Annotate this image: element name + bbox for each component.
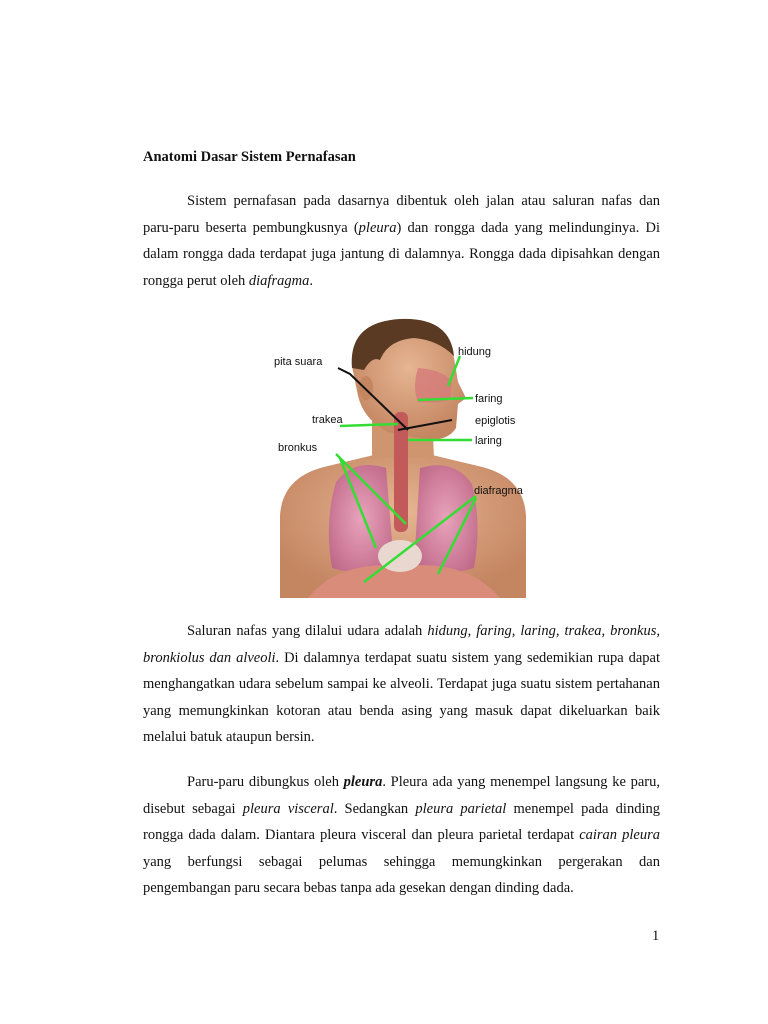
anatomy-illustration	[268, 316, 538, 598]
emphasized-term: hidung, faring, laring, trakea, bronkus, bronkiolus dan alveoli	[143, 623, 660, 666]
text-run: .	[309, 272, 313, 289]
label-bronkus: bronkus	[278, 442, 318, 454]
label-diafragma: diafragma	[474, 485, 523, 497]
label-epiglotis: epiglotis	[475, 415, 516, 427]
emphasized-term: pleura	[343, 774, 383, 790]
emphasized-term: pleura visceral	[242, 800, 334, 817]
text-run: Saluran nafas yang dilalui udara adalah	[187, 623, 428, 639]
label-pita-suara: pita suara	[274, 356, 323, 368]
respiratory-anatomy-figure	[268, 316, 538, 598]
ear-shape	[359, 376, 373, 400]
label-trakea: trakea	[312, 414, 343, 426]
text-run: menempel pada dinding rongga dada dalam. Diantara pleura visceral dan pleura parietal terdapat	[143, 800, 660, 843]
text-run: . Di dalamnya terdapat suatu sistem yang sedemikian rupa dapat menghangatkan udara sebelum sampai ke alveoli. Terdapat juga suatu sistem pertahanan yang memungkinkan kotoran atau benda asing yang masuk dapat dikeluarkan baik melalui batuk ataupun bersin.	[143, 649, 660, 745]
paragraph-1	[143, 188, 660, 294]
text-run: ) dan rongga dada yang melindunginya. Di dalam rongga dada terdapat juga jantung di dalamnya. Rongga dada dipisahkan dengan rongga perut oleh	[143, 219, 660, 289]
text-run: Paru-paru dibungkus oleh	[187, 774, 344, 790]
document-title: Anatomi Dasar Sistem Pernafasan	[143, 149, 356, 165]
emphasized-term: cairan pleura	[579, 827, 660, 843]
emphasized-term: pleura parietal	[415, 800, 507, 817]
label-hidung: hidung	[458, 346, 492, 358]
text-run: . Pleura ada yang menempel langsung ke paru, disebut sebagai	[143, 774, 660, 817]
text-run: . Sedangkan	[333, 800, 416, 817]
label-faring: faring	[475, 393, 503, 405]
page-number: 1	[652, 928, 660, 944]
label-laring: laring	[475, 435, 502, 447]
text-run: yang berfungsi sebagai pelumas sehingga memungkinkan pergerakan dan pengembangan paru secara bebas tanpa ada gesekan dengan dinding dada.	[143, 853, 660, 896]
text-run: Sistem pernafasan pada dasarnya dibentuk oleh jalan atau saluran nafas dan paru-paru beserta pembungkusnya (	[143, 193, 660, 236]
paragraph-2	[143, 618, 660, 751]
emphasized-term: pleura	[358, 219, 397, 236]
emphasized-term: diafragma	[248, 272, 310, 289]
paragraph-3	[143, 769, 660, 902]
